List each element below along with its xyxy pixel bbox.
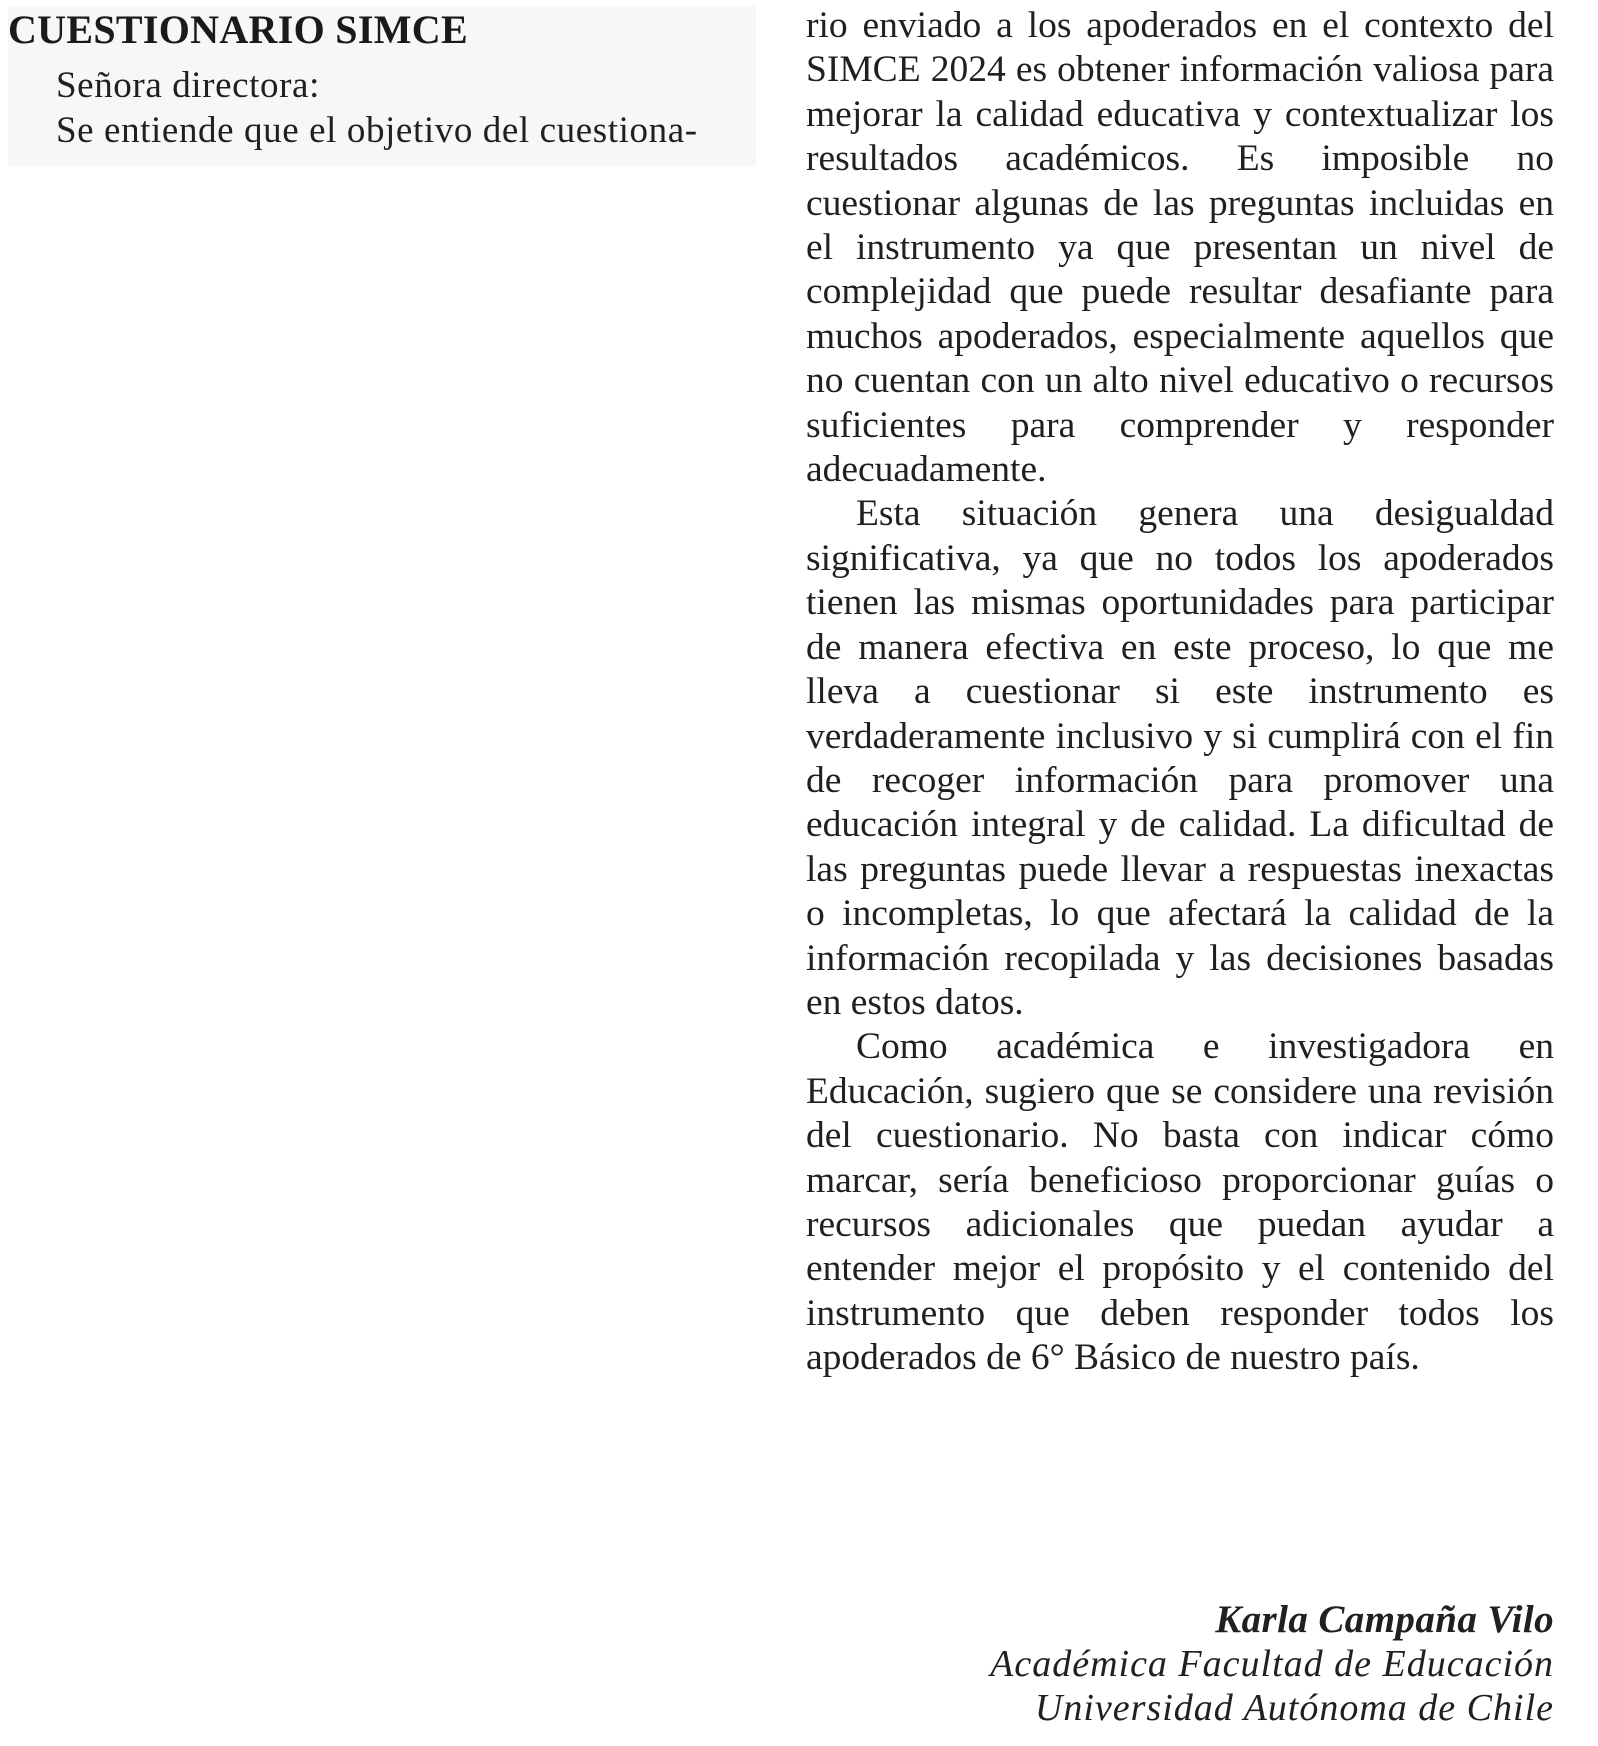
body-paragraph-2: Esta situación genera una desigualdad significativa, ya que no todos los apoderados tienen las mismas oportunidades para participar de manera efectiva en este proceso, lo que me lleva a cuestionar si este instrumento es verdaderamente inclusivo y si cumplirá con el fin de recoger información para promover una educación integral y de calidad. La dificultad de las preguntas puede llevar a respuestas inexactas o incompletas, lo que afectará la calidad de la información recopilada y las decisiones basadas en estos datos. — [806, 493, 1554, 1023]
signature-title: Académica Facultad de Educación — [990, 1643, 1554, 1685]
body-paragraph-3: Como académica e investigadora en Educación, sugiero que se considere una revisión del cuestionario. No basta con indicar cómo marcar, sería beneficioso proporcionar guías o recursos adicionales que puedan ayudar a entender mejor el propósito y el contenido del instrumento que deben responder todos los apoderados de 6° Básico de nuestro país. — [806, 1026, 1554, 1379]
signature-block — [990, 1598, 1554, 1730]
signature-name: Karla Campaña Vilo — [1215, 1598, 1554, 1641]
article-headline: CUESTIONARIO SIMCE — [8, 7, 468, 52]
salutation: Señora directora: — [56, 65, 320, 106]
letter-body-column — [806, 4, 1554, 1381]
letter-intro — [56, 64, 756, 153]
body-paragraph-1: rio enviado a los apoderados en el contexto del SIMCE 2024 es obtener información valiosa para mejorar la calidad educativa y contextualizar los resultados académicos. Es imposible no cuestionar algunas de las preguntas incluidas en el instrumento ya que presentan un nivel de complejidad que puede resultar desafiante para muchos apoderados, especialmente aquellos que no cuentan con un alto nivel educativo o recursos suficientes para comprender y responder adecuadamente. — [806, 5, 1554, 491]
signature-institution: Universidad Autónoma de Chile — [1034, 1687, 1554, 1729]
opening-line: Se entiende que el objetivo del cuestiona- — [56, 109, 698, 151]
